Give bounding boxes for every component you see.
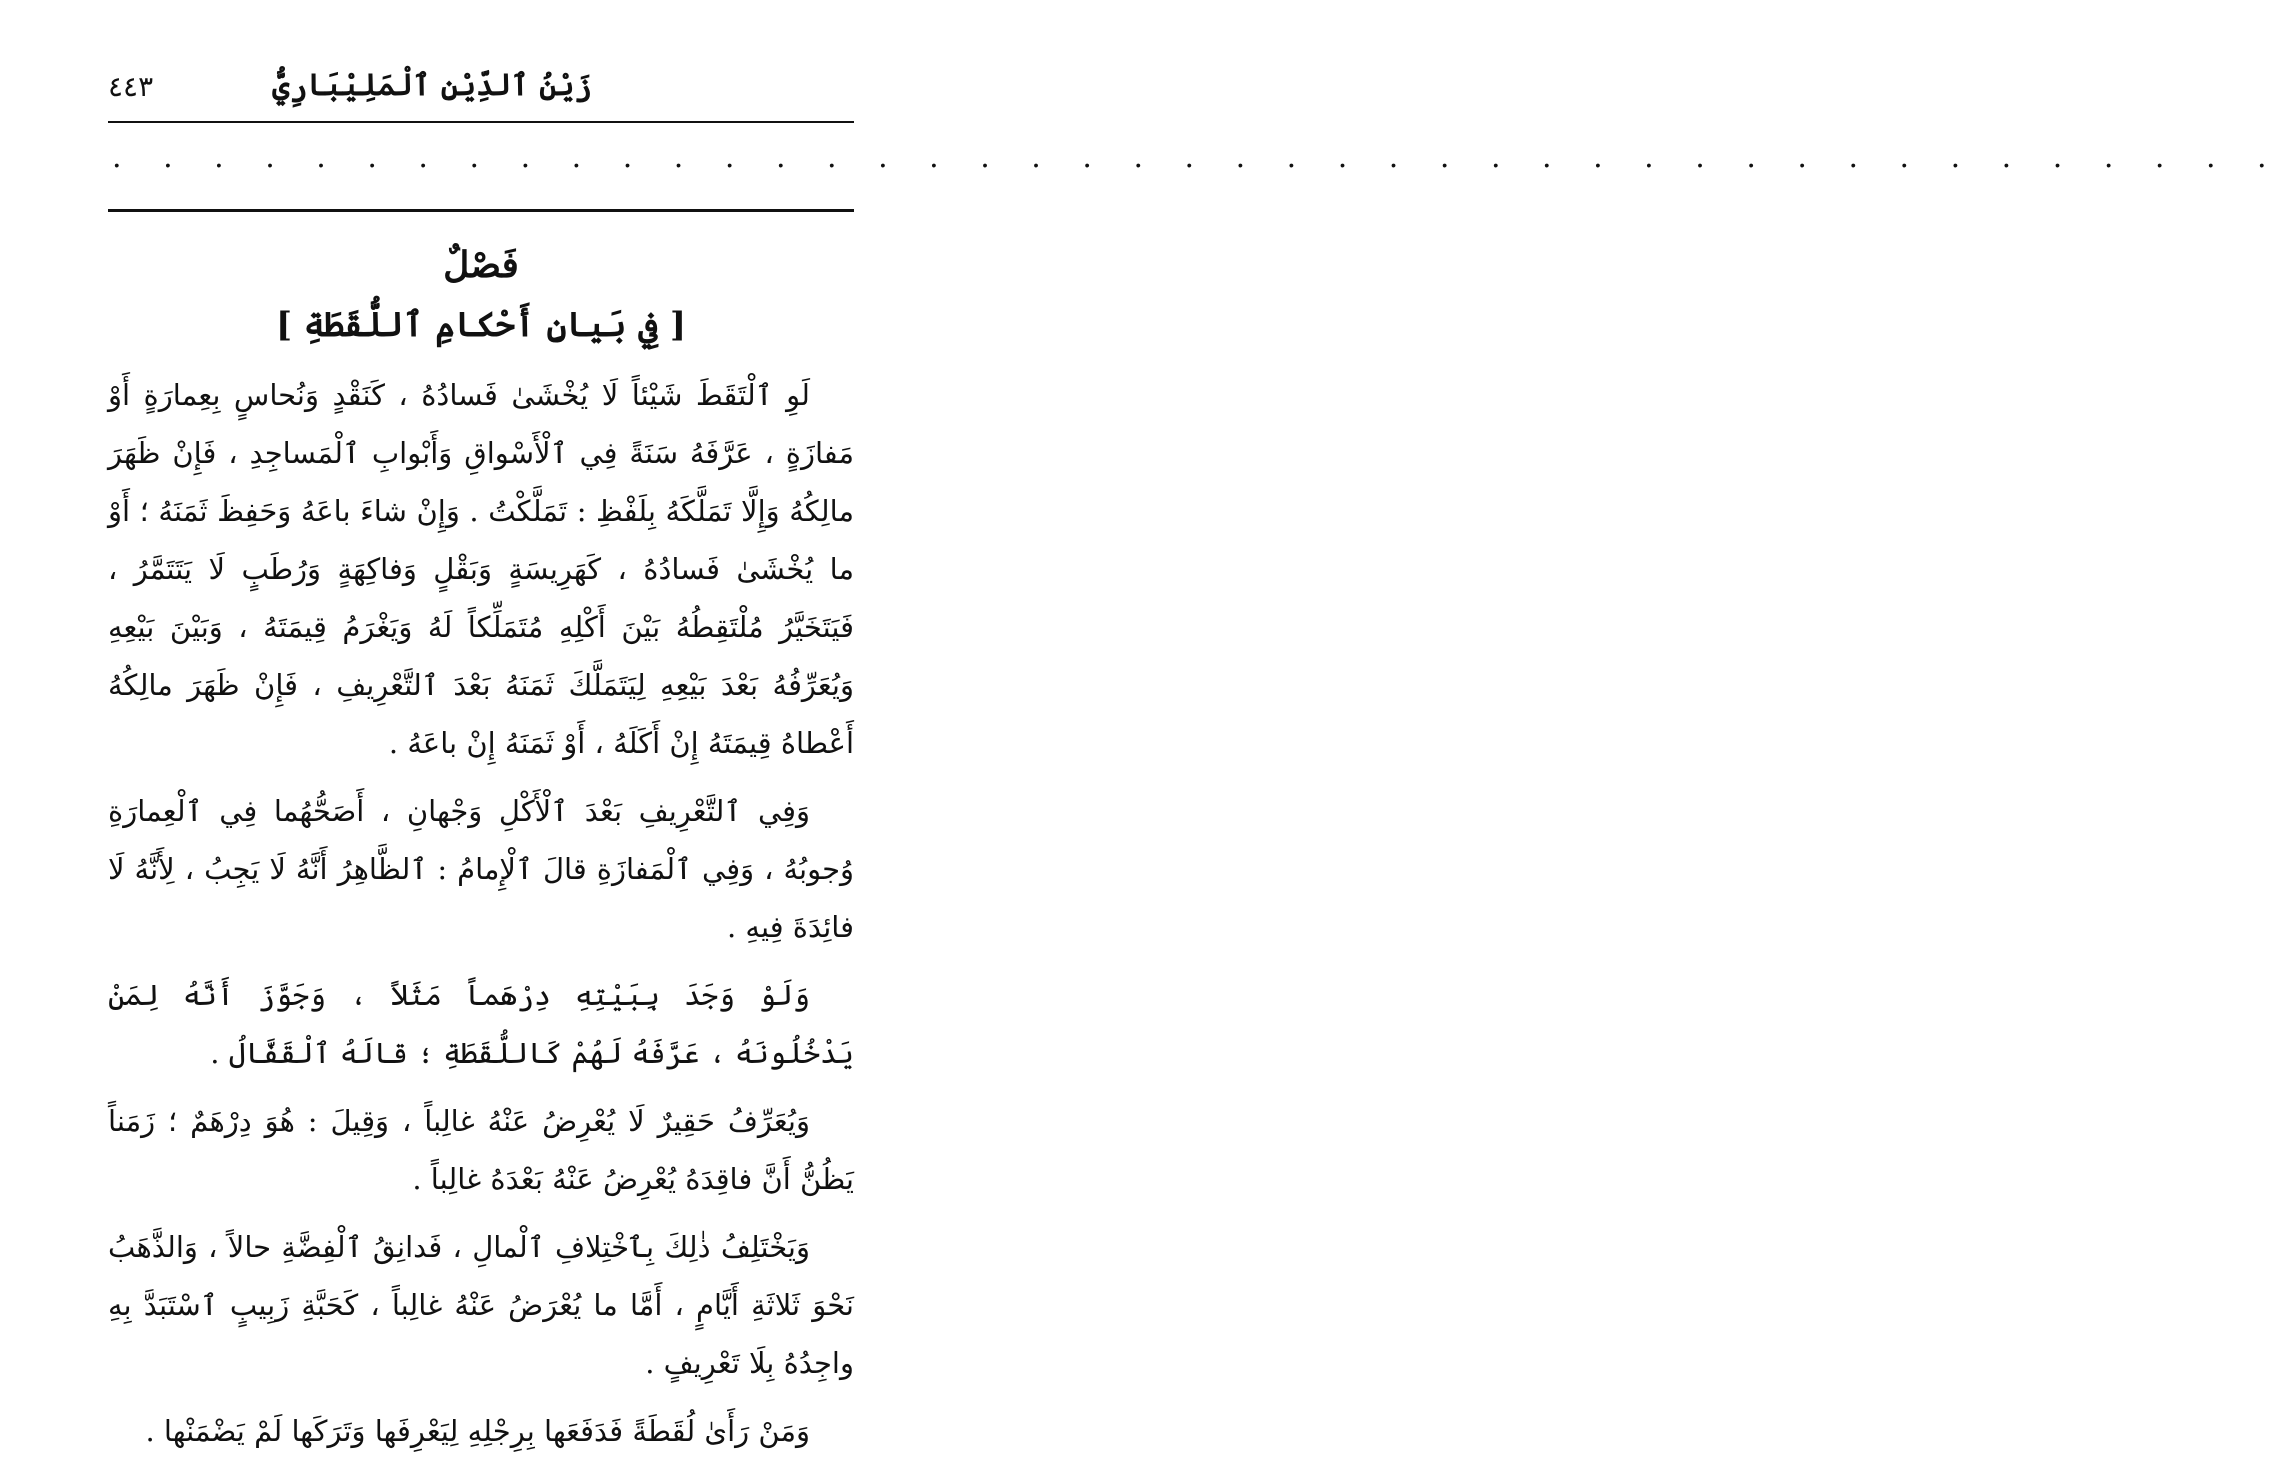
paragraph-5: وَيَخْتَلِفُ ذٰلِكَ بِٱخْتِلافِ ٱلْمالِ ، فَدانِقُ ٱلْفِضَّةِ حالاً ، وَالذَّهَبُ نَحْوَ ثَلاثَةِ أَيَّامٍ ، أَمَّا ما يُعْرَضُ عَنْهُ غالِباً ، كَحَبَّةِ زَبِيبٍ ٱسْتَبَدَّ بِهِ واجِدُهُ بِلَا تَعْرِيفٍ . (108, 1230, 854, 1380)
paragraph-1: لَوِ ٱلْتَقَطَ شَيْئاً لَا يُخْشَىٰ فَسادُهُ ، كَنَقْدٍ وَنُحاسٍ بِعِمارَةٍ أَوْ مَفازَةٍ ، عَرَّفَهُ سَنَةً فِي ٱلْأَسْواقِ وَأَبْوابِ ٱلْمَساجِدِ ، فَإِنْ ظَهَرَ مالِكُهُ وَإِلَّا تَمَلَّكَهُ بِلَفْظِ : تَمَلَّكْتُ . وَإِنْ شاءَ باعَهُ وَحَفِظَ ثَمَنَهُ ؛ أَوْ ما يُخْشَىٰ فَسادُهُ ، كَهَرِيسَةٍ وَبَقْلٍ وَفاكِهَةٍ وَرُطَبٍ لَا يَتَتَمَّرُ ، فَيَتَخَيَّرُ مُلْتَقِطُهُ بَيْنَ أَكْلِهِ مُتَمَلِّكاً لَهُ وَيَغْرَمُ قِيمَتَهُ ، وَبَيْنَ بَيْعِهِ وَيُعَرِّفُهُ بَعْدَ بَيْعِهِ لِيَتَمَلَّكَ ثَمَنَهُ بَعْدَ ٱلتَّعْرِيفِ ، فَإِنْ ظَهَرَ مالِكُهُ أَعْطاهُ قِيمَتَهُ إِنْ أَكَلَهُ ، أَوْ ثَمَنَهُ إِنْ باعَهُ . (108, 378, 854, 760)
paragraph-4: وَيُعَرِّفُ حَقِيرٌ لَا يُعْرِضُ عَنْهُ غالِباً ، وَقِيلَ : هُوَ دِرْهَمٌ ؛ زَمَناً يَظُنُّ أَنَّ فاقِدَهُ يُعْرِضُ عَنْهُ بَعْدَهُ غالِباً . (108, 1104, 854, 1196)
page-number: ٤٤٣ (108, 70, 154, 103)
page-header (108, 60, 854, 120)
omission-dots: . . . . . . . . . . . . . . . . . . . . . . . . . . . . . . . . . . . . . . . . . . . (112, 140, 2283, 175)
body-text (108, 366, 854, 1470)
section-heading: فَصْلٌ (443, 244, 519, 286)
header-rule (108, 121, 854, 123)
section-subheading: [ فِي بَيانِ أَحْكامِ ٱللُّقَطَةِ ] (275, 305, 687, 345)
running-title: زَيْنُ ٱلدِّيْنِ ٱلْمَلِيْبَارِيُّ (272, 68, 592, 103)
paragraph-2: وَفِي ٱلتَّعْرِيفِ بَعْدَ ٱلْأَكْلِ وَجْهانِ ، أَصَحُّهُما فِي ٱلْعِمارَةِ وُجوبُهُ ، وَفِي ٱلْمَفازَةِ قالَ ٱلْإِمامُ : ٱلظَّاهِرُ أَنَّهُ لَا يَجِبُ ، لِأَنَّهُ لَا فائِدَةَ فِيهِ . (108, 794, 854, 944)
paragraph-3: وَلَوْ وَجَدَ بِبَيْتِهِ دِرْهَماً مَثَلاً ، وَجَوَّزَ أَنَّهُ لِمَنْ يَدْخُلُونَهُ ، عَرَّفَهُ لَهُمْ كَاللُّقَطَةِ ؛ قالَهُ ٱلْقَفَّالُ . (108, 978, 854, 1070)
paragraph-6: وَمَنْ رَأَىٰ لُقَطَةً فَدَفَعَها بِرِجْلِهِ لِيَعْرِفَها وَتَرَكَها لَمْ يَضْمَنْها . (145, 1414, 810, 1448)
section-rule (108, 209, 854, 212)
